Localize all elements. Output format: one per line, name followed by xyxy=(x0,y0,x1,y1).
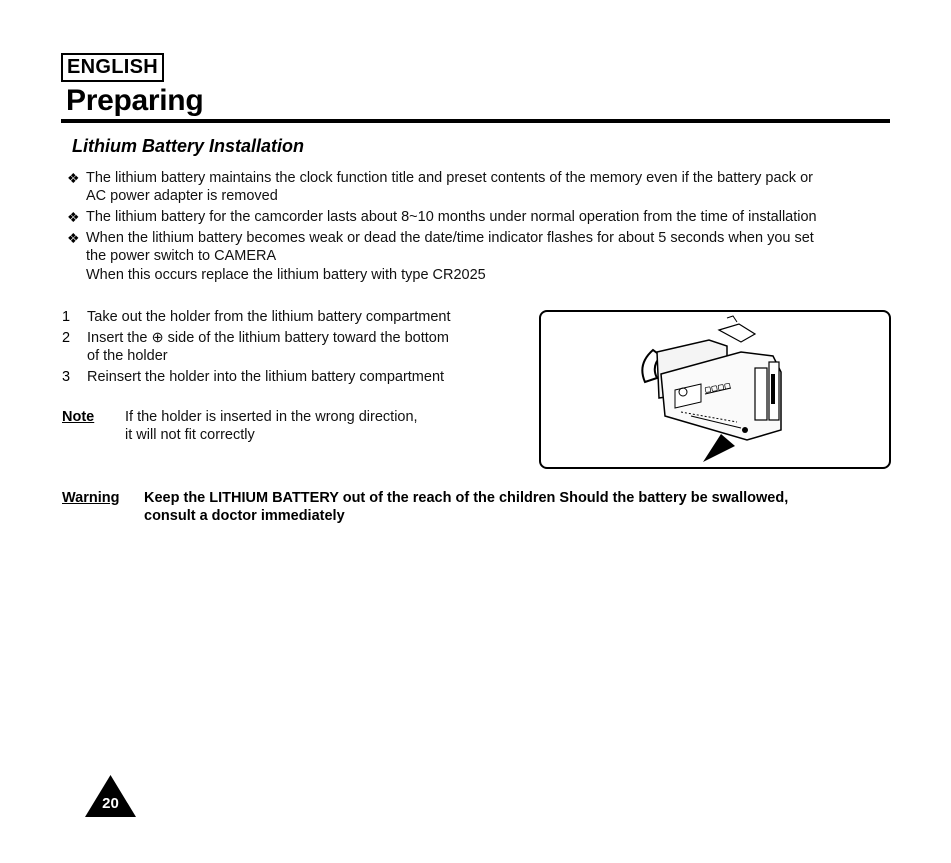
warning-line: Keep the LITHIUM BATTERY out of the reach of the children Should the battery be swallowed, xyxy=(144,490,789,506)
warning-label: Warning xyxy=(62,490,120,506)
note-label: Note xyxy=(62,409,95,425)
step-number: 1 xyxy=(62,309,71,325)
bullet-icon: ❖ xyxy=(67,209,80,225)
step-line: Insert the ⊕ side of the lithium battery toward the bottom xyxy=(87,330,449,346)
title-divider xyxy=(61,119,890,123)
figure-frame xyxy=(539,310,891,469)
language-label: ENGLISH xyxy=(61,53,164,82)
bullet-line: The lithium battery maintains the clock function title and preset contents of the memory even if the battery pack or xyxy=(86,170,813,186)
bullet-icon: ❖ xyxy=(67,230,80,246)
step-line: Take out the holder from the lithium battery compartment xyxy=(87,309,451,325)
step-line: Reinsert the holder into the lithium battery compartment xyxy=(87,369,445,385)
bullet-line: When this occurs replace the lithium battery with type CR2025 xyxy=(86,267,486,283)
bullet-line: When the lithium battery becomes weak or dead the date/time indicator flashes for about 5 seconds when you set xyxy=(86,230,814,246)
svg-text:▢▢▢▢: ▢▢▢▢ xyxy=(704,382,732,394)
step-line: of the holder xyxy=(87,348,168,364)
section-subtitle: Lithium Battery Installation xyxy=(72,136,305,156)
warning-line: consult a doctor immediately xyxy=(144,508,345,524)
note-line: If the holder is inserted in the wrong direction, xyxy=(125,409,418,425)
page-number: 20 xyxy=(102,795,119,812)
camcorder-illustration-icon xyxy=(541,312,889,467)
bullet-line: the power switch to CAMERA xyxy=(86,248,277,264)
bullet-line: AC power adapter is removed xyxy=(86,188,278,204)
note-line: it will not fit correctly xyxy=(125,427,255,443)
page-title: Preparing xyxy=(66,84,204,117)
step-number: 3 xyxy=(62,369,71,385)
step-number: 2 xyxy=(62,330,71,346)
bullet-icon: ❖ xyxy=(67,170,80,186)
bullet-line: The lithium battery for the camcorder lasts about 8~10 months under normal operation from the time of installation xyxy=(86,209,817,225)
